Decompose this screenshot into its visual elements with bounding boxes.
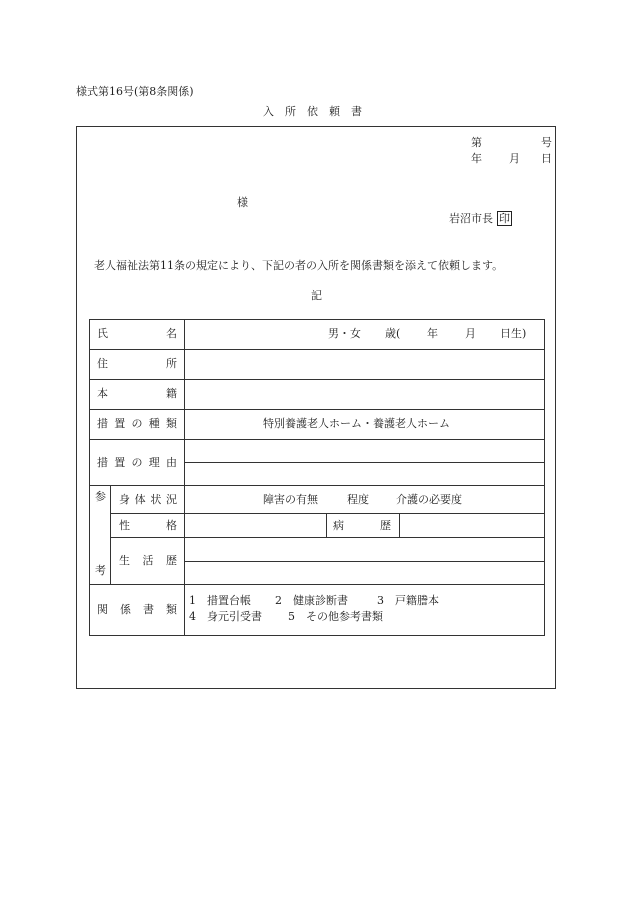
label-char: 歴: [380, 519, 391, 532]
label-char: 理: [148, 456, 160, 469]
document-item-5: 5 その他参考書類: [288, 610, 383, 623]
doc-number-prefix: 第: [471, 136, 482, 149]
label-char: 病: [333, 519, 344, 532]
disability-presence: 障害の有無: [263, 493, 318, 506]
gender-options: 男・女: [328, 327, 361, 340]
label-char: 措: [97, 456, 108, 469]
label-char: 住: [97, 357, 108, 370]
age-field: 歳(: [385, 327, 401, 340]
label-char: 生: [119, 554, 130, 567]
request-body-text: 老人福祉法第11条の規定により、下記の者の入所を関係書類を添えて依頼します。: [94, 259, 504, 272]
label-char: 種: [148, 417, 160, 430]
birth-month-field: 月: [465, 327, 476, 340]
label-char: 性: [119, 519, 130, 532]
date-month: 月: [509, 152, 520, 165]
form-number: 様式第16号(第8条関係): [76, 85, 194, 98]
label-char: 係: [120, 603, 131, 616]
label-char: 格: [166, 519, 177, 532]
label-char: 籍: [166, 387, 177, 400]
label-char: 置: [114, 417, 126, 430]
document-item-1: 1 措置台帳: [189, 594, 251, 607]
placement-type-options: 特別養護老人ホーム・養護老人ホーム: [263, 417, 450, 430]
label-char: 関: [97, 603, 108, 616]
addressee-honorific: 様: [237, 196, 248, 209]
label-placement-type: [97, 418, 177, 429]
label-domicile: [97, 388, 177, 399]
label-address: [97, 358, 177, 369]
disability-degree: 程度: [347, 493, 369, 506]
label-char: 氏: [97, 327, 108, 340]
label-char: 身: [119, 493, 130, 506]
label-placement-reason: [97, 457, 177, 468]
label-char: 況: [165, 493, 177, 506]
label-physical-condition: [119, 494, 177, 505]
sender-name: 岩沼市長: [449, 212, 493, 225]
label-life-history: [119, 555, 177, 566]
label-char: 書: [143, 603, 154, 616]
label-char: 措: [97, 417, 108, 430]
label-char: 由: [166, 456, 177, 469]
care-need-level: 介護の必要度: [396, 493, 462, 506]
label-char: 歴: [166, 554, 177, 567]
birth-year-field: 年: [427, 327, 438, 340]
label-char: 本: [97, 387, 108, 400]
label-medical-history: [333, 520, 391, 531]
form-frame: [76, 126, 556, 689]
label-char: 類: [166, 417, 177, 430]
document-title: 入 所 依 頼 書: [263, 105, 362, 118]
label-char: 類: [166, 603, 177, 616]
label-char: 体: [134, 493, 146, 506]
label-personality: [119, 520, 177, 531]
doc-number-suffix: 号: [541, 136, 552, 149]
reference-side-top: 参: [95, 490, 106, 503]
label-related-documents: [97, 604, 177, 615]
label-char: 置: [114, 456, 126, 469]
ki-heading: 記: [311, 289, 322, 302]
date-year: 年: [471, 152, 482, 165]
birth-day-field: 日生): [500, 327, 527, 340]
label-char: の: [131, 456, 143, 469]
document-item-3: 3 戸籍謄本: [377, 594, 439, 607]
label-char: 名: [166, 327, 177, 340]
label-name: [97, 328, 177, 339]
reference-side-bottom: 考: [95, 564, 106, 577]
document-item-2: 2 健康診断書: [275, 594, 348, 607]
label-char: 状: [150, 493, 162, 506]
label-char: 活: [142, 554, 154, 567]
document-item-4: 4 身元引受書: [189, 610, 262, 623]
seal-mark: 印: [499, 212, 510, 225]
label-char: 所: [166, 357, 177, 370]
label-char: の: [131, 417, 143, 430]
date-day: 日: [541, 152, 552, 165]
